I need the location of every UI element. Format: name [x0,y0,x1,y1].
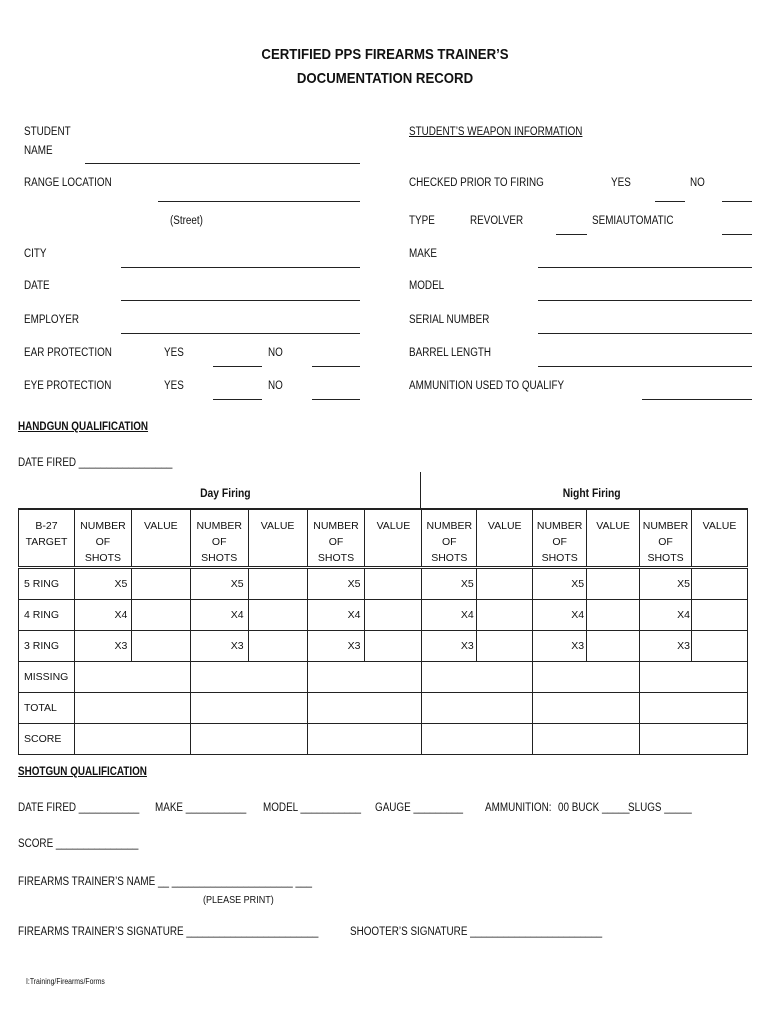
day-night-divider [420,472,421,509]
value-cell[interactable] [365,568,422,600]
shots-header: NUMBER OF SHOTS [190,510,248,568]
trainer-name[interactable]: FIREARMS TRAINER’S NAME __ ______________________ ___ [18,876,312,888]
shooter-signature[interactable]: SHOOTER’S SIGNATURE ________________________ [350,926,603,938]
revolver-label: REVOLVER [470,215,524,227]
student-name-label-1: STUDENT [24,126,71,138]
city-field[interactable] [121,267,360,268]
score-cell[interactable] [190,724,307,755]
shots-cell[interactable]: X4 [640,600,692,631]
shots-cell[interactable]: X3 [190,631,248,662]
ring-label: 4 RING [19,600,75,631]
shotgun-gauge[interactable]: GAUGE _________ [375,802,463,814]
eye-yes-field[interactable] [213,399,262,400]
range-location-label: RANGE LOCATION [24,177,112,189]
eye-protection-label: EYE PROTECTION [24,380,112,392]
employer-label: EMPLOYER [24,314,79,326]
ear-yes-field[interactable] [213,366,262,367]
value-cell[interactable] [692,600,748,631]
value-cell[interactable] [692,568,748,600]
shots-header: NUMBER OF SHOTS [307,510,365,568]
checked-no-label: NO [690,177,705,189]
value-header: VALUE [587,510,640,568]
value-cell[interactable] [477,631,533,662]
make-label: MAKE [409,248,438,260]
total-cell[interactable] [422,693,533,724]
shots-cell[interactable]: X5 [190,568,248,600]
employer-field[interactable] [121,333,360,334]
semiautomatic-field[interactable] [722,234,752,235]
footer-path: I:Training/Firearms/Forms [26,977,105,986]
please-print-caption: (PLEASE PRINT) [203,894,274,906]
value-cell[interactable] [587,568,640,600]
target-header: B-27 TARGET [19,510,75,568]
shotgun-model[interactable]: MODEL ___________ [263,802,362,814]
checked-yes-field[interactable] [655,201,685,202]
total-cell[interactable] [74,693,190,724]
score-cell[interactable] [422,724,533,755]
shots-cell[interactable]: X4 [533,600,587,631]
form-title-line-2: DOCUMENTATION RECORD [296,70,474,87]
missing-cell[interactable] [422,662,533,693]
date-label: DATE [24,280,50,292]
model-label: MODEL [409,280,445,292]
form-title-line-1: CERTIFIED PPS FIREARMS TRAINER’S [261,46,509,63]
make-field[interactable] [538,267,752,268]
handgun-score-table [18,509,748,755]
ear-protection-label: EAR PROTECTION [24,347,112,359]
value-cell[interactable] [248,600,307,631]
eye-no-field[interactable] [312,399,360,400]
shots-header: NUMBER OF SHOTS [74,510,131,568]
checked-no-field[interactable] [722,201,752,202]
night-firing-heading: Night Firing [562,486,621,500]
ring-label: 3 RING [19,631,75,662]
ear-no-label: NO [268,347,283,359]
serial-number-label: SERIAL NUMBER [409,314,490,326]
ear-no-field[interactable] [312,366,360,367]
value-cell[interactable] [365,631,422,662]
checked-prior-label: CHECKED PRIOR TO FIRING [409,177,544,189]
total-cell[interactable] [190,693,307,724]
model-field[interactable] [538,300,752,301]
missing-cell[interactable] [533,662,640,693]
student-name-field[interactable] [85,163,360,164]
barrel-length-field[interactable] [538,366,752,367]
value-cell[interactable] [248,568,307,600]
shots-cell[interactable]: X4 [190,600,248,631]
ring-label: 5 RING [19,568,75,600]
shots-cell[interactable]: X4 [74,600,131,631]
eye-yes-label: YES [164,380,184,392]
date-field[interactable] [121,300,360,301]
type-label: TYPE [409,215,435,227]
value-cell[interactable] [692,631,748,662]
handgun-qualification-heading: HANDGUN QUALIFICATION [18,421,149,433]
value-cell[interactable] [365,600,422,631]
range-location-field[interactable] [158,201,360,202]
shots-cell[interactable]: X5 [422,568,477,600]
total-cell[interactable] [307,693,422,724]
missing-cell[interactable] [190,662,307,693]
barrel-length-label: BARREL LENGTH [409,347,492,359]
value-cell[interactable] [131,600,190,631]
shots-header: NUMBER OF SHOTS [533,510,587,568]
value-header: VALUE [131,510,190,568]
table-row [19,600,748,631]
value-cell[interactable] [587,631,640,662]
shots-cell[interactable]: X5 [640,568,692,600]
shotgun-ammunition-label: AMMUNITION: [485,802,552,814]
shotgun-slugs[interactable]: SLUGS _____ [628,802,692,814]
handgun-date-fired[interactable]: DATE FIRED _________________ [18,457,173,469]
table-header-row [19,510,748,568]
score-cell[interactable] [640,724,748,755]
value-header: VALUE [365,510,422,568]
shots-header: NUMBER OF SHOTS [422,510,477,568]
shots-cell[interactable]: X4 [307,600,365,631]
student-name-label-2: NAME [24,145,53,157]
checked-yes-label: YES [611,177,631,189]
missing-cell[interactable] [74,662,190,693]
value-header: VALUE [477,510,533,568]
ear-yes-label: YES [164,347,184,359]
shots-cell[interactable]: X3 [307,631,365,662]
score-cell[interactable] [74,724,190,755]
shots-cell[interactable]: X5 [533,568,587,600]
table-row [19,631,748,662]
eye-no-label: NO [268,380,283,392]
shots-header: NUMBER OF SHOTS [640,510,692,568]
total-cell[interactable] [640,693,748,724]
missing-cell[interactable] [640,662,748,693]
shotgun-make[interactable]: MAKE ___________ [155,802,247,814]
shotgun-score[interactable]: SCORE _______________ [18,838,139,850]
shots-cell[interactable]: X3 [533,631,587,662]
ammunition-label: AMMUNITION USED TO QUALIFY [409,380,565,392]
value-header: VALUE [692,510,748,568]
weapon-info-heading: STUDENT’S WEAPON INFORMATION [409,126,583,138]
shotgun-00-buck[interactable]: 00 BUCK _____ [558,802,630,814]
trainer-signature[interactable]: FIREARMS TRAINER’S SIGNATURE ________________________ [18,926,319,938]
value-cell[interactable] [477,600,533,631]
day-firing-heading: Day Firing [200,486,251,500]
missing-label: MISSING [19,662,75,693]
ammunition-field[interactable] [642,399,752,400]
total-row [19,693,748,724]
value-cell[interactable] [248,631,307,662]
missing-cell[interactable] [307,662,422,693]
table-row [19,568,748,600]
shotgun-date-fired[interactable]: DATE FIRED ___________ [18,802,140,814]
shots-cell[interactable]: X4 [422,600,477,631]
value-cell[interactable] [587,600,640,631]
score-row [19,724,748,755]
shots-cell[interactable]: X3 [74,631,131,662]
score-cell[interactable] [533,724,640,755]
shots-cell[interactable]: X5 [307,568,365,600]
total-cell[interactable] [533,693,640,724]
value-header: VALUE [248,510,307,568]
missing-row [19,662,748,693]
shots-cell[interactable]: X3 [640,631,692,662]
value-cell[interactable] [477,568,533,600]
shots-cell[interactable]: X3 [422,631,477,662]
total-label: TOTAL [19,693,75,724]
shotgun-qualification-heading: SHOTGUN QUALIFICATION [18,766,147,778]
revolver-field[interactable] [556,234,587,235]
value-cell[interactable] [131,568,190,600]
score-label: SCORE [19,724,75,755]
semiautomatic-label: SEMIAUTOMATIC [592,215,674,227]
street-caption: (Street) [170,215,203,227]
value-cell[interactable] [131,631,190,662]
serial-number-field[interactable] [538,333,752,334]
shots-cell[interactable]: X5 [74,568,131,600]
score-cell[interactable] [307,724,422,755]
city-label: CITY [24,248,47,260]
